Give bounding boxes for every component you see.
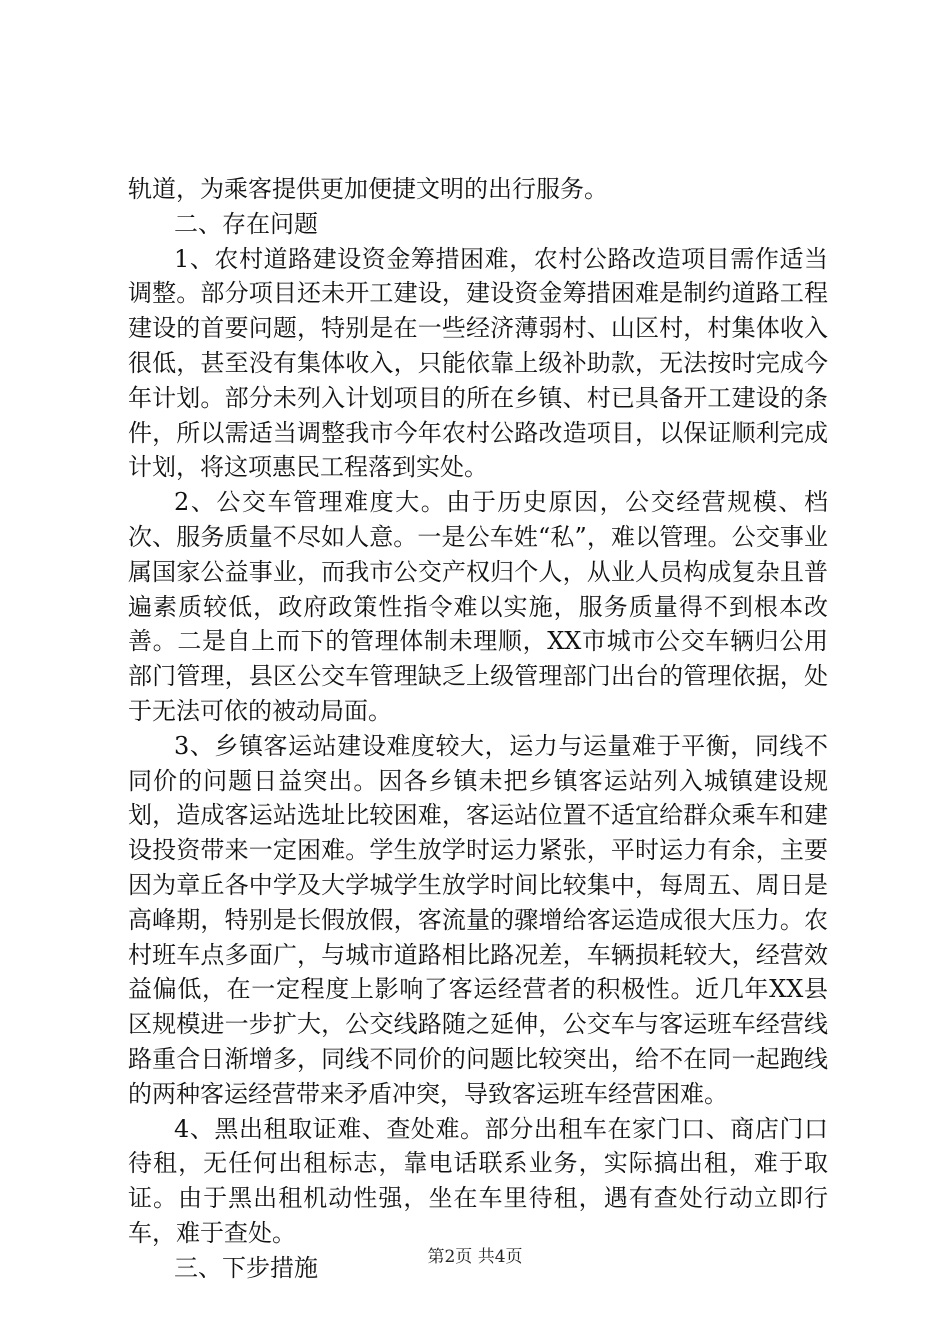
page-number-footer: 第2页 共4页	[427, 1247, 523, 1267]
section-heading-problems: 二、存在问题	[174, 209, 318, 238]
paragraph-bus-management: 2、公交车管理难度大。由于历史原因，公交经营规模、档次、服务质量不尽如人意。一是公车姓“私”，难以管理。公交事业属国家公益事业，而我市公交产权归个人，从业人员构成复杂且普遍素质较低，政府政策性指令难以实施，服务质量得不到根本改善。二是自上而下的管理体制未理顺，XX市城市公交车辆归公用部门管理，县区公交车管理缺乏上级管理部门出台的管理依据，处于无法可依的被动局面。	[128, 488, 828, 725]
section-heading-next-steps: 三、下步措施	[174, 1253, 318, 1282]
paragraph-township-bus-station: 3、乡镇客运站建设难度较大，运力与运量难于平衡，同线不同价的问题日益突出。因各乡镇未把乡镇客运站列入城镇建设规划，造成客运站选址比较困难，客运站位置不适宜给群众乘车和建设投资带来一定困难。学生放学时运力紧张，平时运力有余，主要因为章丘各中学及大学城学生放学时间比较集中，每周五、周日是高峰期，特别是长假放假，客流量的骤增给客运造成很大压力。农村班车点多面广，与城市道路相比路况差，车辆损耗较大，经营效益偏低，在一定程度上影响了客运经营者的积极性。近几年XX县区规模进一步扩大，公交线路随之延伸，公交车与客运班车经营线路重合日渐增多，同线不同价的问题比较突出，给不在同一起跑线的两种客运经营带来矛盾冲突，导致客运班车经营困难。	[128, 731, 828, 1108]
paragraph-rural-road-funding: 1、农村道路建设资金筹措困难，农村公路改造项目需作适当调整。部分项目还未开工建设，建设资金筹措困难是制约道路工程建设的首要问题，特别是在一些经济薄弱村、山区村，村集体收入很低，甚至没有集体收入，只能依靠上级补助款，无法按时完成今年计划。部分未列入计划项目的所在乡镇、村已具备开工建设的条件，所以需适当调整我市今年农村公路改造项目，以保证顺利完成计划，将这项惠民工程落到实处。	[128, 244, 828, 482]
paragraph-illegal-taxi: 4、黑出租取证难、查处难。部分出租车在家门口、商店门口待租，无任何出租标志，靠电话联系业务，实际搞出租，难于取证。由于黑出租机动性强，坐在车里待租，遇有查处行动立即行车，难于查处。	[128, 1114, 828, 1247]
paragraph-continuation: 轨道，为乘客提供更加便捷文明的出行服务。	[128, 175, 608, 203]
document-body	[128, 172, 828, 1286]
